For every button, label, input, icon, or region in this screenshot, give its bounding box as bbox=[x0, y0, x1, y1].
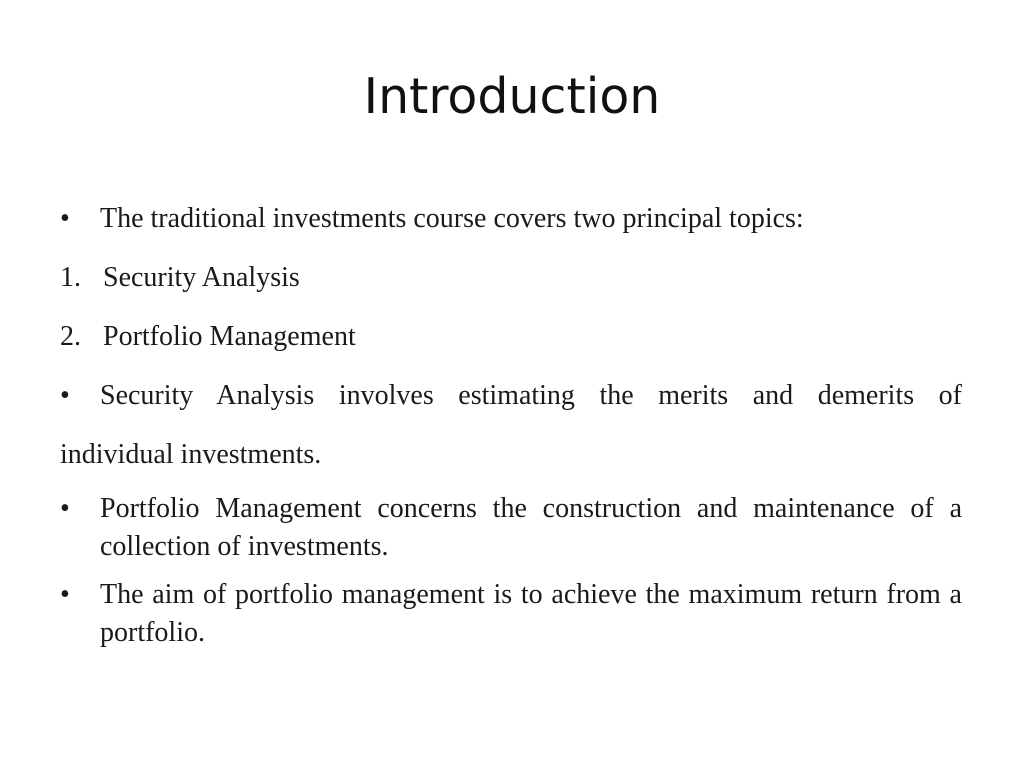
topic-number: 2. bbox=[60, 321, 81, 352]
bullet-aim bbox=[60, 576, 962, 652]
bullet-icon: • bbox=[60, 203, 70, 234]
topic-label: Security Analysis bbox=[103, 262, 300, 293]
bullet-intro-text: The traditional investments course covers two principal topics: bbox=[100, 203, 804, 234]
topic-item-1 bbox=[60, 259, 962, 297]
bullet-aim-text: The aim of portfolio management is to achieve the maximum return from a portfolio. bbox=[100, 579, 962, 648]
topic-label: Portfolio Management bbox=[103, 321, 356, 352]
topic-item-2 bbox=[60, 318, 962, 356]
bullet-icon: • bbox=[60, 579, 70, 610]
bullet-security-analysis bbox=[60, 377, 962, 415]
bullet-security-continuation: individual investments. bbox=[60, 439, 322, 470]
bullet-portfolio-management bbox=[60, 490, 962, 566]
bullet-security-text: Security Analysis involves estimating the merits and demerits of bbox=[100, 380, 962, 411]
topic-number: 1. bbox=[60, 262, 81, 293]
bullet-icon: • bbox=[60, 493, 70, 524]
bullet-intro bbox=[60, 200, 962, 238]
bullet-icon: • bbox=[60, 380, 70, 411]
bullet-portfolio-text: Portfolio Management concerns the construction and maintenance of a collection of investments. bbox=[100, 493, 962, 562]
slide-title: Introduction bbox=[363, 68, 661, 125]
